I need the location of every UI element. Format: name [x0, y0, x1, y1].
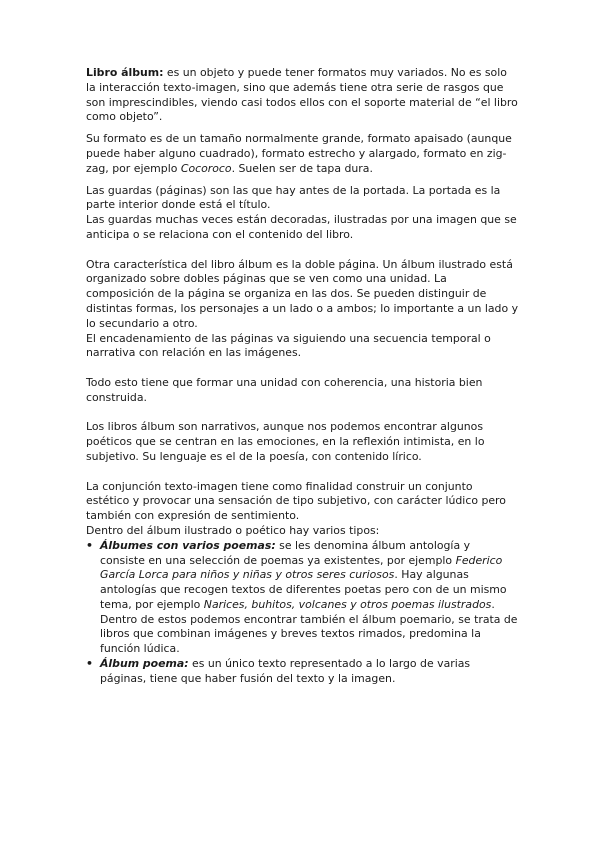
term-libro-album: Libro álbum: — [86, 66, 164, 79]
list-item-term: Álbumes con varios poemas: — [100, 538, 276, 552]
paragraph-text: es un objeto y puede tener formatos muy variados. No es solo la interacción texto-imagen, sino que además tiene otra serie de rasgos que son imprescindibles, viendo casi todos ellos con el soporte material de “el libro como objeto”. — [86, 66, 518, 124]
paragraph-text: Los libros álbum son narrativos, aunque nos podemos encontrar algunos poéticos que se centran en las emociones, en la reflexión intimista, en lo subjetivo. Su lenguaje es el de la poesía, con contenido lírico. — [86, 420, 485, 463]
list-item-text: . Hay algunas antologías que recogen textos de diferentes poetas pero con de un mismo tema, por ejemplo — [100, 568, 507, 611]
paragraph-line: Otra característica del libro álbum es la doble página. Un álbum ilustrado está organizado sobre dobles páginas que se ven como una unidad. La composición de la página se organiza en las dos. Se pueden distinguir de distintas formas, los personajes a un lado o a ambos; lo importante a un lado y lo secundario a otro. — [86, 257, 519, 330]
paragraph-guardas — [86, 184, 518, 243]
list-item-album-poema — [86, 657, 518, 687]
paragraph-line: Las guardas muchas veces están decoradas, ilustradas por una imagen que se anticipa o se relaciona con el contenido del libro. — [86, 213, 517, 241]
paragraph-line: La conjunción texto-imagen tiene como finalidad construir un conjunto estético y provocar una sensación de tipo subjetivo, con carácter lúdico pero también con expresión de sentimiento. — [86, 479, 506, 523]
paragraph-conjuncion — [86, 480, 518, 539]
list-item-extra: Dentro de estos podemos encontrar también el álbum poemario, se trata de libros que combinan imágenes y breves textos rimados, predomina la función lúdica. — [100, 612, 518, 656]
types-list — [86, 539, 518, 687]
paragraph-text: Su formato es de un tamaño normalmente grande, formato apaisado (aunque puede haber alguno cuadrado), formato estrecho y alargado, formato en zig-zag, por ejemplo — [86, 132, 512, 175]
paragraph-text: . Suelen ser de tapa dura. — [231, 161, 373, 175]
paragraph-line: El encadenamiento de las páginas va siguiendo una secuencia temporal o narrativa con relación en las imágenes. — [86, 331, 491, 360]
list-item-term: Álbum poema: — [100, 657, 189, 671]
document-body — [86, 66, 518, 687]
example-title: Cocoroco — [180, 161, 232, 175]
paragraph-text: Todo esto tiene que formar una unidad con coherencia, una historia bien construida. — [86, 375, 483, 404]
list-item-text: se les denomina álbum antología y consiste en una selección de poemas ya existentes, por ejemplo — [100, 538, 471, 567]
list-item-text: es un único texto representado a lo largo de varias páginas, tiene que haber fusión del texto y la imagen. — [100, 657, 471, 685]
bullet-icon: • — [86, 657, 93, 671]
paragraph-formato — [86, 132, 518, 176]
paragraph-libro-album — [86, 66, 518, 125]
list-item-text: . — [491, 597, 495, 611]
paragraph-unidad — [86, 376, 518, 406]
list-item-albumes-varios-poemas — [86, 539, 518, 657]
bullet-icon: • — [86, 538, 93, 552]
paragraph-doble-pagina — [86, 258, 518, 362]
paragraph-narrativos — [86, 420, 518, 464]
paragraph-line: Las guardas (páginas) son las que hay antes de la portada. La portada es la parte interior donde está el título. — [86, 183, 501, 212]
paragraph-line: Dentro del álbum ilustrado o poético hay varios tipos: — [86, 523, 380, 537]
example-title: Federico García Lorca para niños y niñas y otros seres curiosos — [100, 553, 503, 582]
example-title: Narices, buhitos, volcanes y otros poemas ilustrados — [203, 597, 492, 611]
